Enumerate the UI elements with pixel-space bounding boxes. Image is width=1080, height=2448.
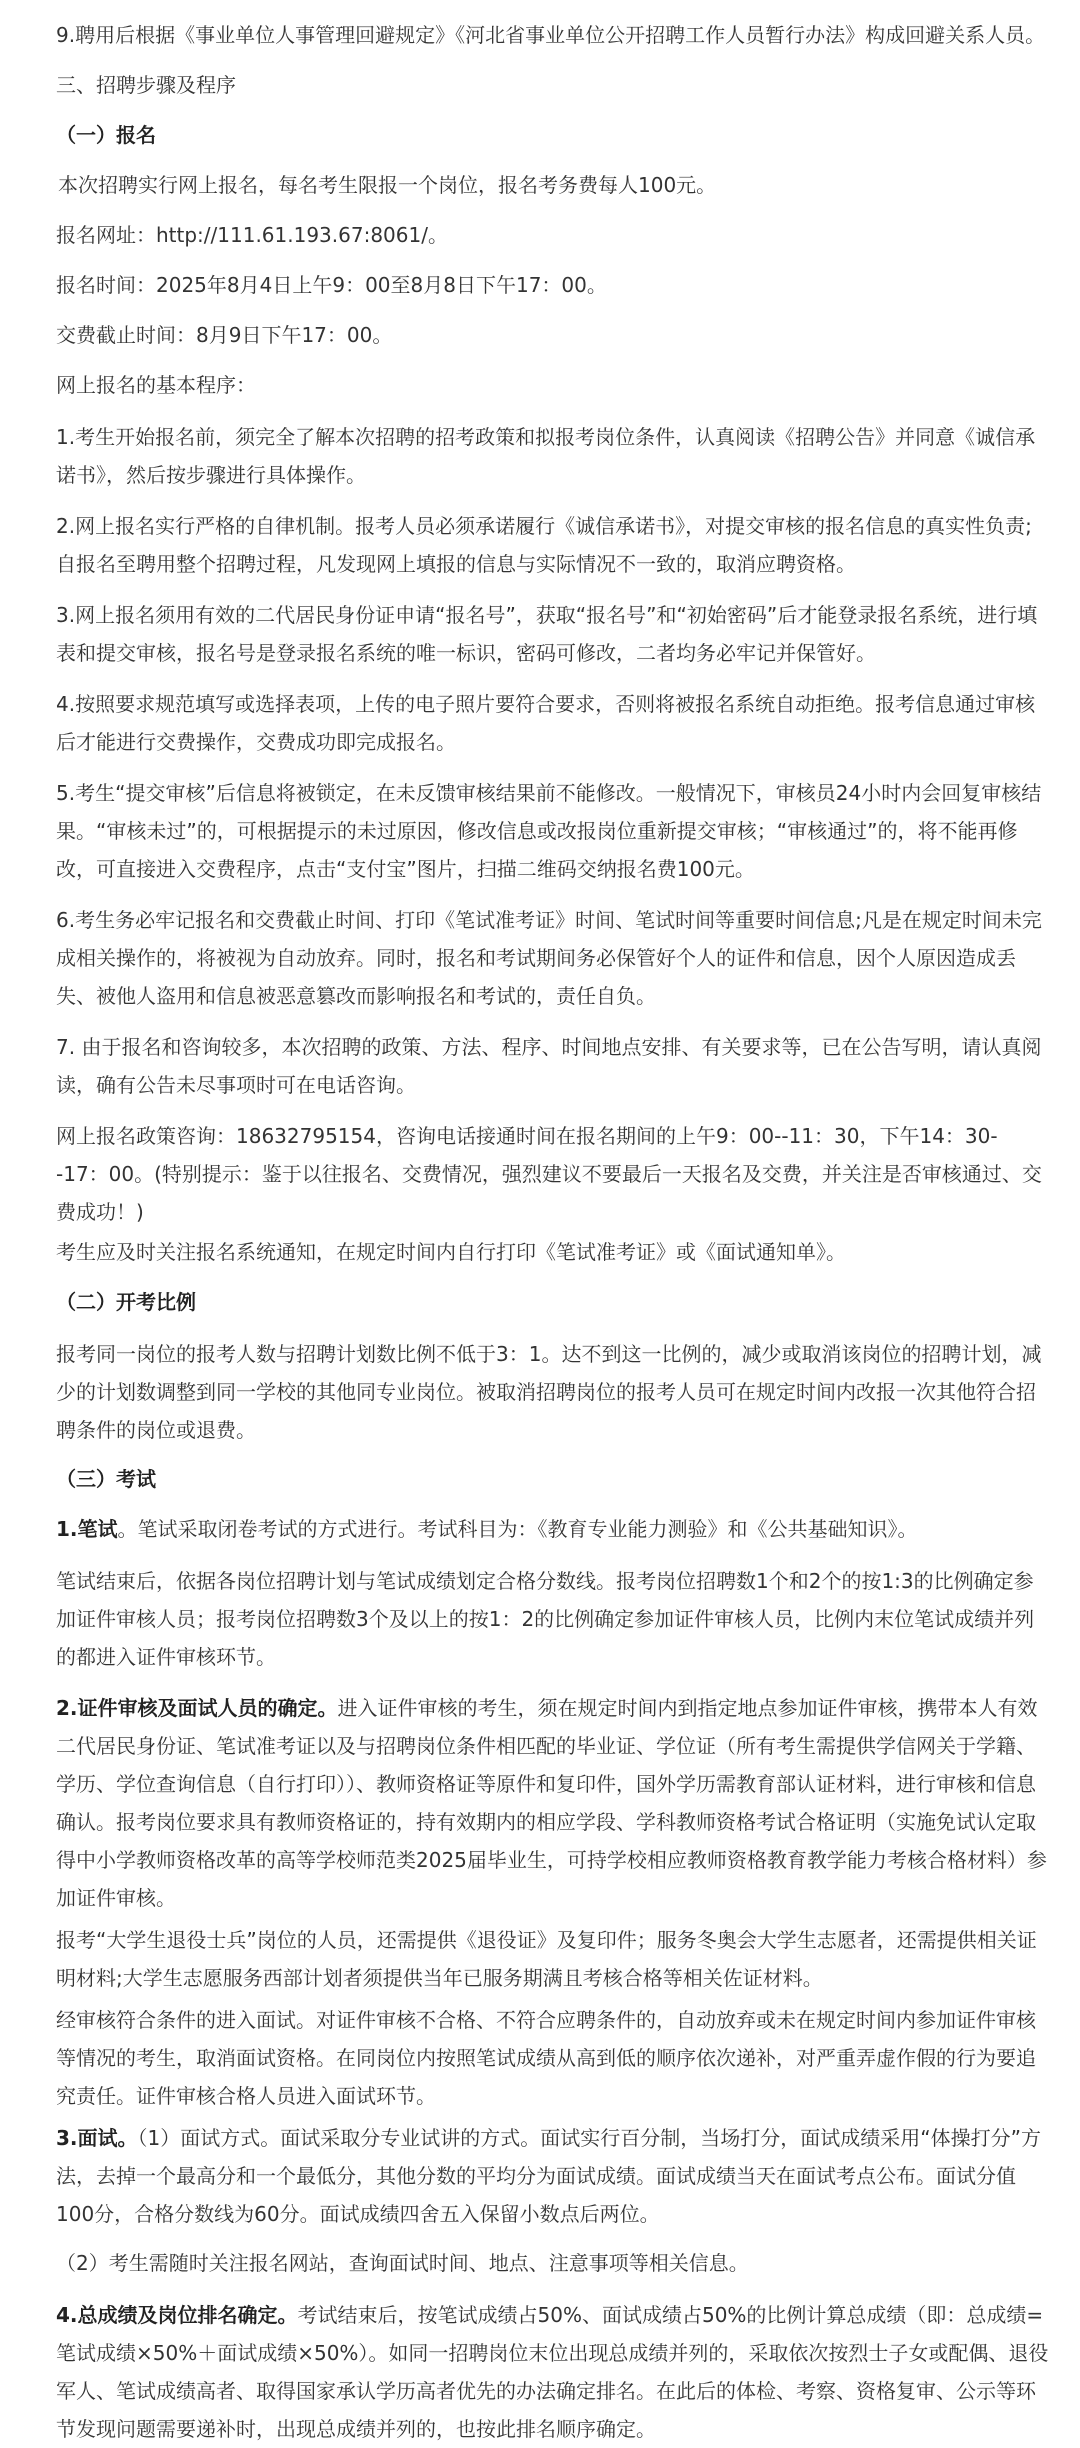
total-score-lead: 4.总成绩及岗位排名确定。 — [56, 2303, 298, 2327]
paragraph-interview-2: （2）考生需随时关注报名网站，查询面试时间、地点、注意事项等相关信息。 — [56, 2251, 749, 2275]
step-3-text: 3.网上报名须用有效的二代居民身份证申请“报名号”，获取“报名号”和“初始密码”后才能登录报名系统，进行填表和提交审核，报名号是登录报名系统的唯一标识，密码可修改，二者均务必牢记并保管好。 — [56, 603, 1038, 665]
paragraph-interview — [56, 2119, 1050, 2233]
interview-lead: 3.面试。 — [56, 2126, 138, 2150]
step-2-text: 2.网上报名实行严格的自律机制。报考人员必须承诺履行《诚信承诺书》，对提交审核的报名信息的真实性负责;自报名至聘用整个招聘过程，凡发现网上填报的信息与实际情况不一致的，取消应聘资格。 — [56, 514, 1032, 576]
step-1-text: 1.考生开始报名前，须完全了解本次招聘的招考政策和拟报考岗位条件，认真阅读《招聘公告》并同意《诚信承诺书》，然后按步骤进行具体操作。 — [56, 425, 1036, 487]
paragraph-notice: 考生应及时关注报名系统通知，在规定时间内自行打印《笔试准考证》或《面试通知单》。 — [56, 1240, 846, 1264]
section-heading-3: 三、招聘步骤及程序 — [56, 73, 236, 97]
veteran-text: 报考“大学生退役士兵”岗位的人员，还需提供《退役证》及复印件；服务冬奥会大学生志愿者，还需提供相关证明材料;大学生志愿服务西部计划者须提供当年已服务期满且考核合格等相关佐证材料。 — [56, 1928, 1037, 1990]
cert-review-text: 进入证件审核的考生，须在规定时间内到指定地点参加证件审核，携带本人有效二代居民身份证、笔试准考证以及与招聘岗位条件相匹配的毕业证、学位证（所有考生需提供学信网关于学籍、学历、学位查询信息（自行打印））、教师资格证等原件和复印件，国外学历需教育部认证材料，进行审核和信息确认。报考岗位要求具有教师资格证的，持有效期内的相应学段、学科教师资格考试合格证明（实施免试认定取得中小学教师资格改革的高等学校师范类2025届毕业生，可持学校相应教师资格教育教学能力考核合格材料）参加证件审核。 — [56, 1696, 1047, 1910]
interview-enter-text: 经审核符合条件的进入面试。对证件审核不合格、不符合应聘条件的，自动放弃或未在规定时间内参加证件审核等情况的考生，取消面试资格。在同岗位内按照笔试成绩从高到低的顺序依次递补，对严重弄虚作假的行为要追究责任。证件审核合格人员进入面试环节。 — [56, 2008, 1036, 2108]
step-4-text: 4.按照要求规范填写或选择表项，上传的电子照片要符合要求，否则将被报名系统自动拒绝。报考信息通过审核后才能进行交费操作，交费成功即完成报名。 — [56, 692, 1036, 754]
paragraph-registration-time: 报名时间：2025年8月4日上午9：00至8月8日下午17：00。 — [56, 273, 607, 297]
paragraph-online-procedure: 网上报名的基本程序： — [56, 373, 256, 397]
interview-text: （1）面试方式。面试采取分专业试讲的方式。面试实行百分制，当场打分，面试成绩采用“体操打分”方法，去掉一个最高分和一个最低分，其他分数的平均分为面试成绩。面试成绩当天在面试考点公布。面试分值100分，合格分数线为60分。面试成绩四舍五入保留小数点后两位。 — [56, 2126, 1041, 2226]
step-6-text: 6.考生务必牢记报名和交费截止时间、打印《笔试准考证》时间、笔试时间等重要时间信息;凡是在规定时间未完成相关操作的，将被视为自动放弃。同时，报名和考试期间务必保管好个人的证件和信息，因个人原因造成丢失、被他人盗用和信息被恶意篡改而影响报名和考试的，责任自负。 — [56, 908, 1042, 1008]
step-7-text: 7. 由于报名和咨询较多，本次招聘的政策、方法、程序、时间地点安排、有关要求等，已在公告写明，请认真阅读，确有公告未尽事项时可在电话咨询。 — [56, 1035, 1042, 1097]
written-exam-text: 。笔试采取闭卷考试的方式进行。考试科目为：《教育专业能力测验》和《公共基础知识》。 — [117, 1517, 918, 1541]
step-5-text: 5.考生“提交审核”后信息将被锁定，在未反馈审核结果前不能修改。一般情况下，审核员24小时内会回复审核结果。“审核未过”的，可根据提示的未过原因，修改信息或改报岗位重新提交审核；“审核通过”的，将不能再修改，可直接进入交费程序，点击“支付宝”图片，扫描二维码交纳报名费100元。 — [56, 781, 1042, 881]
paragraph-step-3 — [56, 596, 1050, 672]
paragraph-exam-ratio — [56, 1335, 1050, 1449]
paragraph-cert-review — [56, 1689, 1050, 1917]
paragraph-step-6 — [56, 901, 1050, 1015]
paragraph-veteran — [56, 1921, 1050, 1997]
subheading-exam: （三）考试 — [56, 1467, 156, 1491]
paragraph-step-2 — [56, 507, 1050, 583]
written-after-text: 笔试结束后，依据各岗位招聘计划与笔试成绩划定合格分数线。报考岗位招聘数1个和2个的按1:3的比例确定参加证件审核人员；报考岗位招聘数3个及以上的按1：2的比例确定参加证件审核人员，比例内末位笔试成绩并列的都进入证件审核环节。 — [56, 1569, 1035, 1669]
paragraph-registration-intro: 本次招聘实行网上报名，每名考生限报一个岗位，报名考务费每人100元。 — [58, 173, 717, 197]
paragraph-item-9: 9.聘用后根据《事业单位人事管理回避规定》《河北省事业单位公开招聘工作人员暂行办法》构成回避关系人员。 — [56, 23, 1046, 47]
paragraph-step-4 — [56, 685, 1050, 761]
written-exam-lead: 1.笔试 — [56, 1517, 118, 1541]
paragraph-step-5 — [56, 774, 1050, 888]
paragraph-registration-url: 报名网址：http://111.61.193.67:8061/。 — [56, 223, 448, 247]
paragraph-total-score — [56, 2296, 1050, 2448]
paragraph-interview-enter — [56, 2001, 1050, 2115]
paragraph-payment-deadline: 交费截止时间：8月9日下午17：00。 — [56, 323, 393, 347]
subheading-exam-ratio: （二）开考比例 — [56, 1290, 196, 1314]
consult-text: 网上报名政策咨询：18632795154，咨询电话接通时间在报名期间的上午9：00--11：30，下午14：30--17：00。(特别提示：鉴于以往报名、交费情况，强烈建议不要最后一天报名及交费，并关注是否审核通过、交费成功！) — [56, 1124, 1042, 1224]
paragraph-written-after — [56, 1562, 1050, 1676]
paragraph-written-exam — [56, 1512, 1050, 1547]
paragraph-step-7 — [56, 1028, 1050, 1104]
cert-review-lead: 2.证件审核及面试人员的确定。 — [56, 1696, 338, 1720]
total-score-text: 考试结束后，按笔试成绩占50%、面试成绩占50%的比例计算总成绩（即：总成绩=笔试成绩×50%＋面试成绩×50%）。如同一招聘岗位末位出现总成绩并列的，采取依次按烈士子女或配偶、退役军人、笔试成绩高者、取得国家承认学历高者优先的办法确定排名。在此后的体检、考察、资格复审、公示等环节发现问题需要递补时，出现总成绩并列的，也按此排名顺序确定。 — [56, 2303, 1049, 2441]
ratio-text: 报考同一岗位的报考人数与招聘计划数比例不低于3：1。达不到这一比例的，减少或取消该岗位的招聘计划，减少的计划数调整到同一学校的其他同专业岗位。被取消招聘岗位的报考人员可在规定时间内改报一次其他符合招聘条件的岗位或退费。 — [56, 1342, 1042, 1442]
paragraph-step-1 — [56, 418, 1050, 494]
paragraph-consult-phone — [56, 1117, 1050, 1231]
subheading-registration: （一）报名 — [56, 123, 156, 147]
